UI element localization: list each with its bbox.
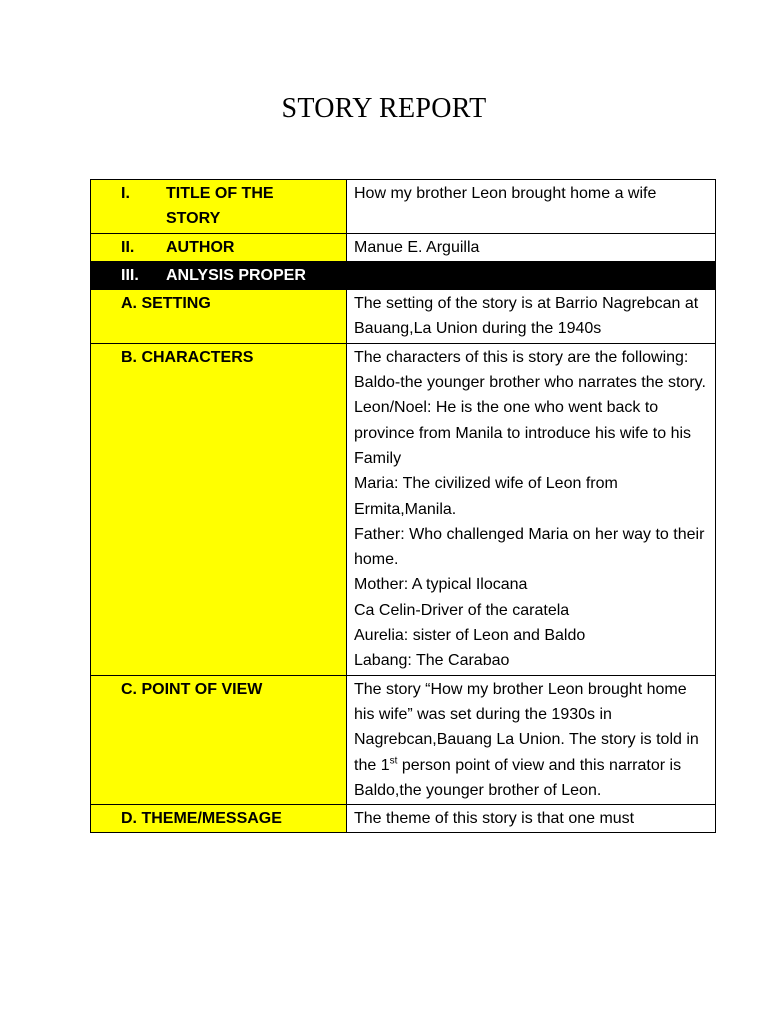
character-line: Father: Who challenged Maria on her way to their home.: [354, 525, 705, 569]
point-of-view-text: The story “How my brother Leon brought home his wife” was set during the 1930s in Nagrebcan,Bauang La Union. The story is told in the 1: [354, 680, 699, 774]
character-line: Leon/Noel: He is the one who went back to province from Manila to introduce his wife to his Family: [354, 399, 692, 467]
character-line: Aurelia: sister of Leon and Baldo: [354, 627, 586, 645]
character-line: Labang: The Carabao: [354, 652, 510, 670]
table-row-analysis-header: [91, 261, 716, 289]
character-line: The characters of this is story are the following:: [354, 348, 689, 366]
table-row-author: [91, 233, 716, 261]
theme-label: D. THEME/MESSAGE: [91, 805, 347, 833]
character-line: Baldo-the younger brother who narrates the story.: [354, 374, 706, 392]
table-row-characters: [91, 343, 716, 675]
analysis-label-cell: [91, 261, 347, 289]
author-label: AUTHOR: [166, 238, 235, 256]
setting-label: A. SETTING: [91, 290, 347, 344]
title-label-cell: [91, 180, 347, 234]
page-title: STORY REPORT: [281, 93, 487, 124]
theme-value: The theme of this story is that one must: [347, 805, 716, 833]
roman-numeral: I.: [121, 185, 130, 202]
characters-value: [347, 343, 716, 675]
author-value: Manue E. Arguilla: [347, 233, 716, 261]
table-row-title: [91, 180, 716, 234]
table-row-setting: [91, 290, 716, 344]
setting-value: The setting of the story is at Barrio Nagrebcan at Bauang,La Union during the 1940s: [347, 290, 716, 344]
title-label: TITLE OF THE STORY: [166, 185, 274, 228]
character-line: Maria: The civilized wife of Leon from Ermita,Manila.: [354, 475, 618, 518]
point-of-view-text-continued: person point of view and this narrator is Baldo,the younger brother of Leon.: [354, 756, 682, 799]
point-of-view-value: [347, 675, 716, 804]
roman-numeral: II.: [121, 238, 135, 256]
roman-numeral: III.: [121, 266, 139, 284]
story-report-table: [90, 179, 716, 833]
characters-label: B. CHARACTERS: [91, 343, 347, 675]
table-row-theme: [91, 805, 716, 833]
analysis-label: ANLYSIS PROPER: [166, 266, 306, 284]
ordinal-superscript: st: [389, 755, 398, 767]
character-line: Mother: A typical Ilocana: [354, 576, 528, 594]
analysis-empty-cell: [347, 261, 716, 289]
character-line: Ca Celin-Driver of the caratela: [354, 601, 570, 619]
author-label-cell: [91, 233, 347, 261]
point-of-view-label: C. POINT OF VIEW: [91, 675, 347, 804]
title-value: How my brother Leon brought home a wife: [347, 180, 716, 234]
table-row-point-of-view: [91, 675, 716, 804]
